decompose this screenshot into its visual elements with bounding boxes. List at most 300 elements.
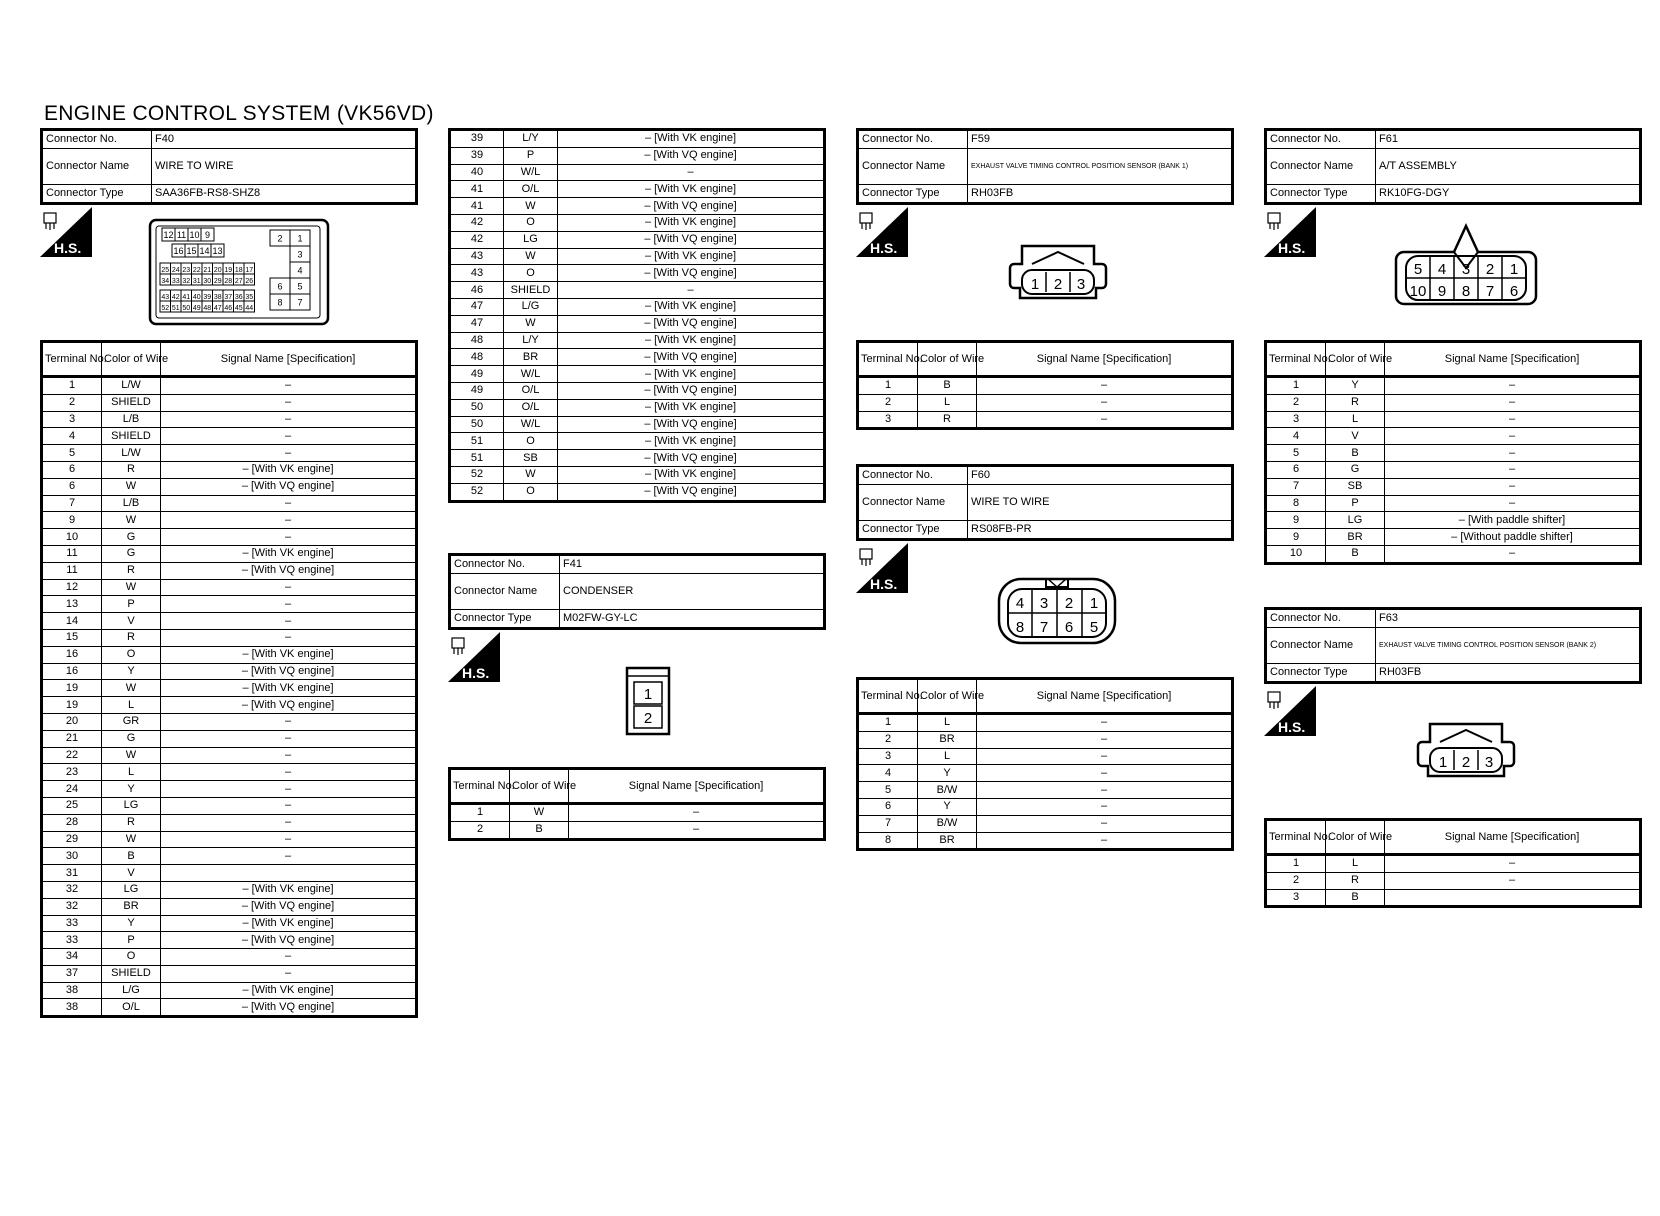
pin-label: 28 (224, 278, 233, 285)
terminal-cell: 2 (1266, 872, 1326, 889)
pin-label: 19 (224, 267, 233, 274)
terminal-cell: 2 (858, 731, 918, 748)
table-row (42, 949, 417, 966)
wire-color-cell: W (510, 804, 569, 822)
wire-color-cell: LG (102, 797, 161, 814)
signal-cell: – (1385, 872, 1641, 889)
pin-label: 6 (1064, 619, 1074, 636)
table-row (450, 821, 825, 839)
table-row (42, 982, 417, 999)
terminal-cell: 42 (450, 231, 504, 248)
signal-cell: – (1385, 461, 1641, 478)
table-row (1266, 377, 1641, 395)
terminal-cell: 12 (42, 579, 102, 596)
color-of-wire-header: Color of Wire (510, 769, 569, 804)
connector-name-label: Connector Name (858, 149, 968, 185)
table-row (858, 377, 1233, 395)
terminal-cell: 29 (42, 831, 102, 848)
wire-color-cell: BR (918, 731, 977, 748)
harness-side-icon (1264, 686, 1316, 736)
terminal-cell: 51 (450, 450, 504, 467)
connector-no-value: F59 (968, 130, 1233, 149)
pin-label: 1 (1089, 595, 1099, 612)
hs-label: H.S. (1278, 719, 1306, 735)
signal-cell: – (977, 748, 1233, 765)
pin-label: 5 (1089, 619, 1099, 636)
table-row (42, 697, 417, 714)
table-row (858, 765, 1233, 782)
signal-cell: – [With VQ engine] (161, 478, 417, 495)
pin-label: 8 (1015, 619, 1025, 636)
terminal-cell: 28 (42, 814, 102, 831)
signal-cell: – [With VQ engine] (558, 382, 825, 399)
signal-cell: – [With VQ engine] (161, 999, 417, 1017)
signal-cell: – (977, 731, 1233, 748)
table-row (42, 629, 417, 646)
pin-label: 3 (1484, 754, 1494, 771)
terminal-cell: 20 (42, 713, 102, 730)
table-row (1266, 428, 1641, 445)
wire-color-cell: SB (504, 450, 558, 467)
table-row (450, 181, 825, 198)
table-row (450, 366, 825, 383)
connector-no-value: F40 (152, 130, 417, 149)
terminal-cell: 6 (1266, 461, 1326, 478)
wire-color-cell: SHIELD (504, 282, 558, 299)
wire-color-cell: G (102, 730, 161, 747)
pin-label: 7 (297, 297, 303, 308)
signal-cell: – (1385, 411, 1641, 428)
pin-label: 2 (1053, 276, 1063, 293)
terminal-cell: 41 (450, 198, 504, 215)
signal-cell: – (161, 411, 417, 428)
terminal-cell: 5 (858, 782, 918, 799)
signal-cell: – [With VK engine] (161, 982, 417, 999)
signal-cell: – (161, 394, 417, 411)
pin-label: 41 (182, 294, 191, 301)
wire-color-cell: W (504, 315, 558, 332)
terminal-no-header: Terminal No. (1266, 342, 1326, 377)
connector-f41-pin-table (448, 767, 826, 841)
wire-color-cell: W (504, 248, 558, 265)
wire-color-cell: L/W (102, 445, 161, 462)
pin-label: 5 (297, 281, 303, 292)
pin-label: 36 (234, 294, 243, 301)
signal-cell: – [With VK engine] (558, 298, 825, 315)
connector-name-value: A/T ASSEMBLY (1376, 149, 1641, 185)
signal-cell: – (161, 764, 417, 781)
connector-name-value: WIRE TO WIRE (968, 485, 1233, 521)
terminal-cell: 32 (42, 881, 102, 898)
terminal-cell: 7 (1266, 478, 1326, 495)
connector-type-label: Connector Type (858, 521, 968, 540)
connector-type-value: RK10FG-DGY (1376, 185, 1641, 204)
signal-cell: – (161, 797, 417, 814)
signal-cell: – [With VQ engine] (558, 231, 825, 248)
signal-cell: – [With VK engine] (161, 461, 417, 478)
connector-name-label: Connector Name (1266, 149, 1376, 185)
signal-name-header: Signal Name [Specification] (161, 342, 417, 377)
wire-color-cell: P (102, 596, 161, 613)
wire-color-cell: R (102, 814, 161, 831)
signal-cell: – [With VQ engine] (161, 932, 417, 949)
connector-name-value: EXHAUST VALVE TIMING CONTROL POSITION SENSOR (BANK 1) (968, 149, 1233, 185)
pin-label: 1 (297, 233, 303, 244)
signal-cell: – [With VK engine] (558, 366, 825, 383)
connector-no-label: Connector No. (858, 130, 968, 149)
pin-label: 51 (171, 305, 180, 312)
signal-cell: – [With VQ engine] (558, 315, 825, 332)
signal-cell: – [With VK engine] (558, 399, 825, 416)
connector-f63-pin-table (1264, 818, 1642, 908)
table-row (450, 198, 825, 215)
table-row (42, 814, 417, 831)
wire-color-cell: SHIELD (102, 965, 161, 982)
wire-color-cell: W (102, 478, 161, 495)
wire-color-cell: P (504, 147, 558, 164)
connector-info-table (40, 128, 418, 205)
signal-cell: – [With VQ engine] (558, 198, 825, 215)
terminal-cell: 33 (42, 932, 102, 949)
table-row (42, 915, 417, 932)
color-of-wire-header: Color of Wire (918, 342, 977, 377)
pin-label: 29 (213, 278, 222, 285)
terminal-cell: 2 (1266, 394, 1326, 411)
signal-cell: – (161, 831, 417, 848)
pin-label: 7 (1039, 619, 1049, 636)
table-row (858, 411, 1233, 429)
signal-cell: – (161, 949, 417, 966)
pin-label: 40 (192, 294, 201, 301)
connector-no-value: F61 (1376, 130, 1641, 149)
wire-color-cell: W (102, 831, 161, 848)
pin-label: 17 (245, 267, 254, 274)
terminal-cell: 8 (1266, 495, 1326, 512)
wire-color-cell: R (1326, 872, 1385, 889)
table-row (42, 713, 417, 730)
table-row (42, 764, 417, 781)
pin-label: 1 (643, 686, 653, 703)
pin-label: 42 (171, 294, 180, 301)
table-row (450, 214, 825, 231)
wire-color-cell: O/L (504, 181, 558, 198)
wire-color-cell: R (102, 461, 161, 478)
wire-color-cell: B (918, 377, 977, 395)
connector-no-label: Connector No. (858, 466, 968, 485)
harness-side-icon (448, 632, 500, 682)
connector-f63-block (1264, 607, 1642, 684)
signal-cell: – [With VK engine] (558, 214, 825, 231)
connector-f61-face (1394, 222, 1538, 314)
pin-label: 52 (161, 305, 170, 312)
signal-cell: – (161, 596, 417, 613)
signal-cell: – (161, 428, 417, 445)
pin-label: 26 (245, 278, 254, 285)
terminal-cell: 3 (1266, 889, 1326, 907)
table-row (450, 466, 825, 483)
pin-label: 13 (212, 246, 223, 256)
pin-label: 4 (297, 265, 303, 276)
table-row (450, 282, 825, 299)
terminal-cell: 41 (450, 181, 504, 198)
pin-label: 47 (213, 305, 222, 312)
table-row (42, 377, 417, 395)
table-row (42, 797, 417, 814)
signal-cell: – (569, 804, 825, 822)
terminal-cell: 1 (1266, 377, 1326, 395)
connector-name-label: Connector Name (450, 574, 560, 610)
signal-cell: – (161, 848, 417, 865)
wire-color-cell: L (1326, 855, 1385, 873)
wire-color-cell: L/G (504, 298, 558, 315)
terminal-cell: 1 (1266, 855, 1326, 873)
signal-cell: – (1385, 394, 1641, 411)
pin-label: 9 (1437, 283, 1447, 300)
connector-f40-block (40, 128, 418, 205)
terminal-cell: 1 (858, 714, 918, 732)
signal-cell: – (977, 765, 1233, 782)
signal-cell: – [Without paddle shifter] (1385, 529, 1641, 546)
wire-color-cell: LG (1326, 512, 1385, 529)
wire-color-cell: W (102, 747, 161, 764)
connector-no-label: Connector No. (42, 130, 152, 149)
terminal-cell: 9 (1266, 512, 1326, 529)
table-row (42, 478, 417, 495)
pin-label: 16 (173, 246, 184, 256)
page-title: ENGINE CONTROL SYSTEM (VK56VD) (44, 102, 434, 125)
connector-f61-block (1264, 128, 1642, 205)
terminal-cell: 31 (42, 865, 102, 882)
terminal-cell: 22 (42, 747, 102, 764)
connector-f60-face (996, 575, 1118, 647)
wire-color-cell: Y (102, 781, 161, 798)
terminal-cell: 51 (450, 433, 504, 450)
pin-label: 11 (176, 230, 187, 240)
table-row (1266, 461, 1641, 478)
signal-cell: – (161, 814, 417, 831)
signal-cell: – (161, 730, 417, 747)
wire-color-cell: R (102, 562, 161, 579)
wire-color-cell: B (510, 821, 569, 839)
wire-color-cell: R (1326, 394, 1385, 411)
signal-cell: – [With VK engine] (161, 646, 417, 663)
table-row (1266, 545, 1641, 563)
wire-color-cell: SHIELD (102, 428, 161, 445)
wire-color-cell: LG (102, 881, 161, 898)
terminal-cell: 6 (42, 461, 102, 478)
terminal-cell: 14 (42, 613, 102, 630)
signal-cell: – [With VK engine] (558, 181, 825, 198)
table-row (450, 450, 825, 467)
terminal-cell: 32 (42, 898, 102, 915)
connector-type-value: M02FW-GY-LC (560, 610, 825, 629)
harness-side-icon (856, 543, 908, 593)
table-row (42, 965, 417, 982)
table-row (450, 349, 825, 366)
terminal-cell: 1 (858, 377, 918, 395)
harness-side-icon (856, 207, 908, 257)
table-row (42, 529, 417, 546)
signal-cell: – (977, 832, 1233, 850)
table-row (450, 804, 825, 822)
pin-label: 3 (1076, 276, 1086, 293)
signal-cell: – (1385, 428, 1641, 445)
terminal-cell: 47 (450, 298, 504, 315)
connector-type-label: Connector Type (1266, 185, 1376, 204)
terminal-cell: 7 (858, 815, 918, 832)
wire-color-cell: G (102, 529, 161, 546)
table-row (42, 596, 417, 613)
connector-f41-block (448, 553, 826, 630)
table-row (450, 315, 825, 332)
table-row (42, 680, 417, 697)
pin-label: 8 (277, 297, 283, 308)
pin-label: 3 (1039, 595, 1049, 612)
pin-label: 45 (234, 305, 243, 312)
signal-cell: – (558, 164, 825, 181)
connector-f61-pin-table (1264, 340, 1642, 565)
wire-color-cell: W (504, 198, 558, 215)
signal-cell (161, 865, 417, 882)
wire-color-cell: O (504, 433, 558, 450)
pin-label: 27 (234, 278, 243, 285)
terminal-cell: 21 (42, 730, 102, 747)
terminal-cell: 1 (42, 377, 102, 395)
pin-label: 1 (1438, 754, 1448, 771)
table-row (1266, 889, 1641, 907)
table-row (42, 428, 417, 445)
connector-name-label: Connector Name (1266, 628, 1376, 664)
terminal-cell: 2 (42, 394, 102, 411)
signal-cell: – [With paddle shifter] (1385, 512, 1641, 529)
terminal-cell: 13 (42, 596, 102, 613)
signal-cell: – (1385, 478, 1641, 495)
connector-name-value: EXHAUST VALVE TIMING CONTROL POSITION SENSOR (BANK 2) (1376, 628, 1641, 664)
pin-label: 25 (161, 267, 170, 274)
terminal-no-header: Terminal No. (858, 342, 918, 377)
wire-color-cell: O (102, 949, 161, 966)
table-row (42, 495, 417, 512)
terminal-cell: 48 (450, 332, 504, 349)
signal-cell: – (1385, 377, 1641, 395)
terminal-cell: 4 (1266, 428, 1326, 445)
wire-color-cell: V (1326, 428, 1385, 445)
table-row (42, 613, 417, 630)
harness-side-icon (1264, 207, 1316, 257)
terminal-cell: 40 (450, 164, 504, 181)
table-row (450, 399, 825, 416)
connector-type-value: RH03FB (1376, 664, 1641, 683)
wire-color-cell: Y (918, 798, 977, 815)
table-row (42, 411, 417, 428)
pin-label: 49 (192, 305, 201, 312)
wire-color-cell: L/Y (504, 130, 558, 148)
wire-color-cell: W (102, 579, 161, 596)
wire-color-cell: L/G (102, 982, 161, 999)
terminal-cell: 52 (450, 483, 504, 501)
pin-label: 10 (1409, 283, 1427, 300)
pin-label: 43 (161, 294, 170, 301)
table-row (858, 748, 1233, 765)
connector-f40-face (148, 218, 330, 326)
pin-label: 39 (203, 294, 212, 301)
signal-cell: – (977, 714, 1233, 732)
signal-name-header: Signal Name [Specification] (569, 769, 825, 804)
terminal-cell: 4 (858, 765, 918, 782)
pin-label: 48 (203, 305, 212, 312)
hs-label: H.S. (462, 665, 490, 681)
connector-f60-block (856, 464, 1234, 541)
wire-color-cell: Y (1326, 377, 1385, 395)
signal-cell: – [With VQ engine] (558, 416, 825, 433)
color-of-wire-header: Color of Wire (1326, 342, 1385, 377)
wire-color-cell: O (504, 214, 558, 231)
wire-color-cell: O/L (102, 999, 161, 1017)
wire-color-cell: BR (918, 832, 977, 850)
table-row (42, 881, 417, 898)
pin-label: 6 (1509, 283, 1519, 300)
wire-color-cell: V (102, 865, 161, 882)
signal-cell (1385, 889, 1641, 907)
wire-color-cell: B (1326, 445, 1385, 462)
wire-color-cell: BR (504, 349, 558, 366)
terminal-cell: 9 (42, 512, 102, 529)
connector-f63-face (1416, 720, 1516, 782)
wire-color-cell: P (1326, 495, 1385, 512)
color-of-wire-header: Color of Wire (918, 679, 977, 714)
table-row (858, 731, 1233, 748)
wire-color-cell: W/L (504, 416, 558, 433)
wire-color-cell: L/Y (504, 332, 558, 349)
wire-color-cell: P (102, 932, 161, 949)
terminal-cell: 38 (42, 999, 102, 1017)
connector-type-label: Connector Type (1266, 664, 1376, 683)
pin-label: 2 (1485, 261, 1495, 278)
connector-f40-pin-table-continued (448, 128, 826, 503)
hs-label: H.S. (870, 240, 898, 256)
connector-f59-block (856, 128, 1234, 205)
terminal-cell: 6 (858, 798, 918, 815)
wire-color-cell: B/W (918, 815, 977, 832)
terminal-cell: 9 (1266, 529, 1326, 546)
wire-color-cell: L (918, 394, 977, 411)
terminal-cell: 8 (858, 832, 918, 850)
signal-cell: – (1385, 445, 1641, 462)
signal-cell: – (1385, 855, 1641, 873)
signal-cell: – (977, 815, 1233, 832)
signal-cell: – (977, 782, 1233, 799)
wire-color-cell: V (102, 613, 161, 630)
table-row (450, 483, 825, 501)
pin-label: 5 (1413, 261, 1423, 278)
harness-side-icon (40, 207, 92, 257)
table-row (450, 332, 825, 349)
wire-color-cell: O (504, 483, 558, 501)
signal-cell: – (558, 282, 825, 299)
signal-cell: – [With VK engine] (161, 545, 417, 562)
pin-label: 21 (203, 267, 212, 274)
signal-name-header: Signal Name [Specification] (977, 679, 1233, 714)
wire-color-cell: LG (504, 231, 558, 248)
table-row (1266, 394, 1641, 411)
table-row (42, 898, 417, 915)
wire-color-cell: W (504, 466, 558, 483)
table-row (42, 545, 417, 562)
color-of-wire-header: Color of Wire (102, 342, 161, 377)
connector-type-label: Connector Type (42, 185, 152, 204)
terminal-cell: 16 (42, 663, 102, 680)
table-row (1266, 529, 1641, 546)
